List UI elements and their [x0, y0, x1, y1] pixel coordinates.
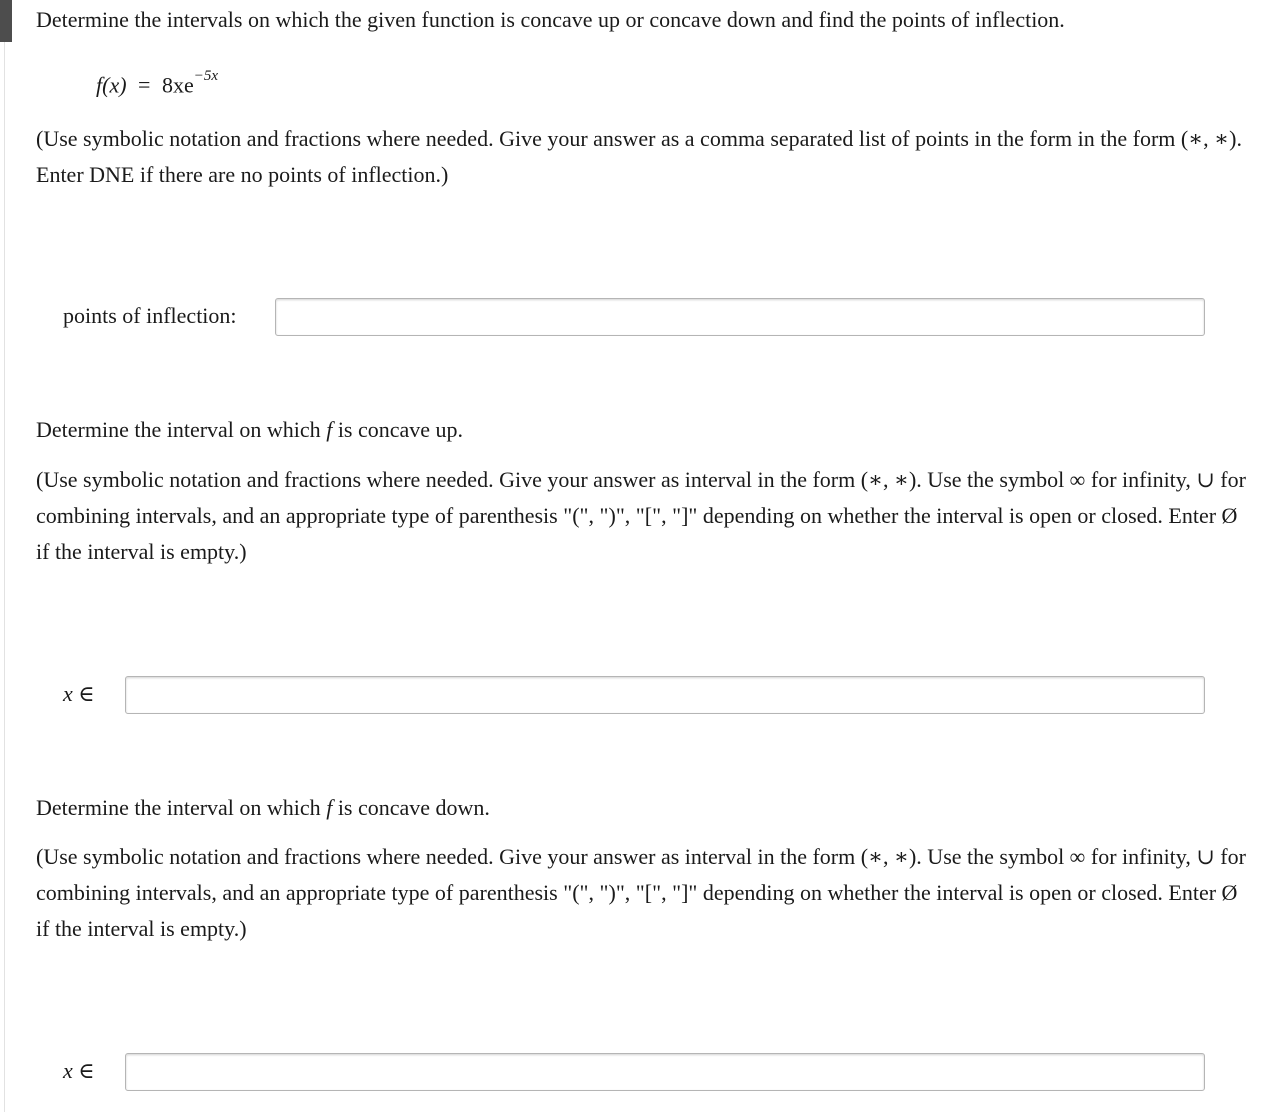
question-marker [0, 0, 12, 42]
concave-up-input[interactable] [125, 676, 1205, 714]
concave-down-label: x ∈ [63, 1058, 95, 1083]
concave-down-input[interactable] [125, 1053, 1205, 1091]
concave-down-prompt-post: is concave down. [332, 795, 490, 820]
concave-up-prompt-var: f [326, 417, 333, 442]
concave-down-prompt-var: f [326, 795, 333, 820]
inflection-points-input[interactable] [275, 298, 1205, 336]
function-lhs: f(x) [96, 72, 127, 98]
inflection-label: points of inflection: [63, 303, 237, 328]
function-exponent: −5x [193, 68, 218, 84]
concave-up-prompt-post: is concave up. [332, 417, 464, 442]
function-base: 8xe [161, 72, 194, 98]
instructions-concave-down: (Use symbolic notation and fractions where needed. Give your answer as interval in the form (∗, ∗). Use the symbol ∞ for infinity, ∪ for combining intervals, and an appropriate type of parenthesis "(", ")", "[", "]" depending on whether the interval is open or closed. Enter Ø if the interval is empty.) [36, 844, 1246, 941]
left-divider [4, 42, 5, 1112]
concave-up-prompt [36, 412, 1256, 448]
function-equals: = [138, 72, 151, 98]
instructions-concave-up: (Use symbolic notation and fractions where needed. Give your answer as interval in the form (∗, ∗). Use the symbol ∞ for infinity, ∪ for combining intervals, and an appropriate type of parenthesis "(", ")", "[", "]" depending on whether the interval is open or closed. Enter Ø if the interval is empty.) [36, 467, 1246, 564]
concave-up-label: x ∈ [63, 681, 95, 706]
instructions-inflection: (Use symbolic notation and fractions where needed. Give your answer as a comma separated list of points in the form in the form (∗, ∗). Enter DNE if there are no points of inflection.) [36, 126, 1242, 187]
concave-up-prompt-pre: Determine the interval on which [36, 417, 327, 442]
question-intro: Determine the intervals on which the given function is concave up or concave down and find the points of inflection. [36, 7, 1065, 32]
concave-down-prompt [36, 790, 1256, 826]
function-formula [96, 62, 218, 103]
concave-down-prompt-pre: Determine the interval on which [36, 795, 327, 820]
